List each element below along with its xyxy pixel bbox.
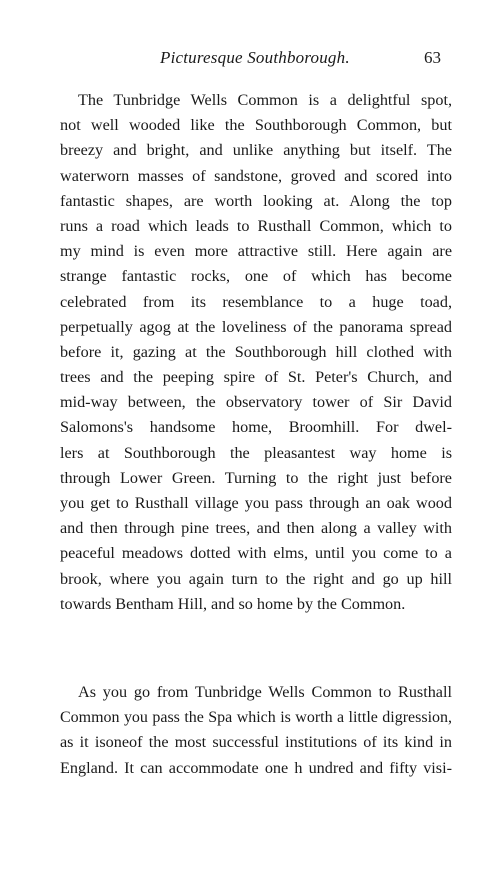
text-line: peaceful meadows dotted with elms, until you come to a: [60, 544, 452, 563]
text-line: As you go from Tunbridge Wells Common to Rusthall: [78, 683, 452, 701]
text-line: trees and the peeping spire of St. Peter's Church, and: [60, 368, 452, 387]
text-line: runs a road which leads to Rusthall Common, which to: [60, 216, 452, 235]
text-line: waterworn masses of sandstone, groved and scored into: [60, 166, 452, 185]
text-line: mid-way between, the observatory tower of Sir David: [60, 393, 452, 412]
text-line: strange fantastic rocks, one of which has become: [60, 267, 452, 286]
running-title: Picturesque Southborough.: [160, 48, 350, 67]
text-line: perpetually agog at the loveliness of the panorama spread: [60, 317, 452, 336]
text-line: my mind is even more attractive still. Here again are: [60, 242, 452, 261]
text-line: brook, where you again turn to the right and go up hill: [60, 569, 452, 588]
text-line: as it isoneof the most successful institutions of its kind in: [60, 733, 452, 752]
text-line: before it, gazing at the Southborough hill clothed with: [60, 342, 452, 361]
text-line: you get to Rusthall village you pass through an oak wood: [60, 494, 452, 512]
text-line: The Tunbridge Wells Common is a delightful spot,: [78, 91, 452, 109]
text-line: Salomons's handsome home, Broomhill. For dwel-: [60, 418, 452, 437]
text-line: through Lower Green. Turning to the right just before: [60, 468, 452, 487]
text-line: fantastic shapes, are worth looking at. Along the top: [60, 191, 452, 210]
text-line: towards Bentham Hill, and so home by the Common.: [60, 594, 406, 613]
text-line: Common you pass the Spa which is worth a little digression,: [60, 709, 452, 727]
text-line: England. It can accommodate one h undred and fifty visi-: [60, 758, 452, 777]
paragraph-2: [60, 680, 452, 781]
text-line: breezy and bright, and unlike anything but itself. The: [60, 141, 452, 160]
text-line: and then through pine trees, and then along a valley with: [60, 519, 452, 538]
text-line: not well wooded like the Southborough Common, but: [60, 116, 452, 135]
running-head: [0, 48, 500, 74]
text-line: celebrated from its resemblance to a huge toad,: [60, 292, 452, 311]
page-number: 63: [424, 48, 441, 67]
text-line: lers at Southborough the pleasantest way home is: [60, 443, 452, 462]
paragraph-1: [60, 88, 452, 617]
